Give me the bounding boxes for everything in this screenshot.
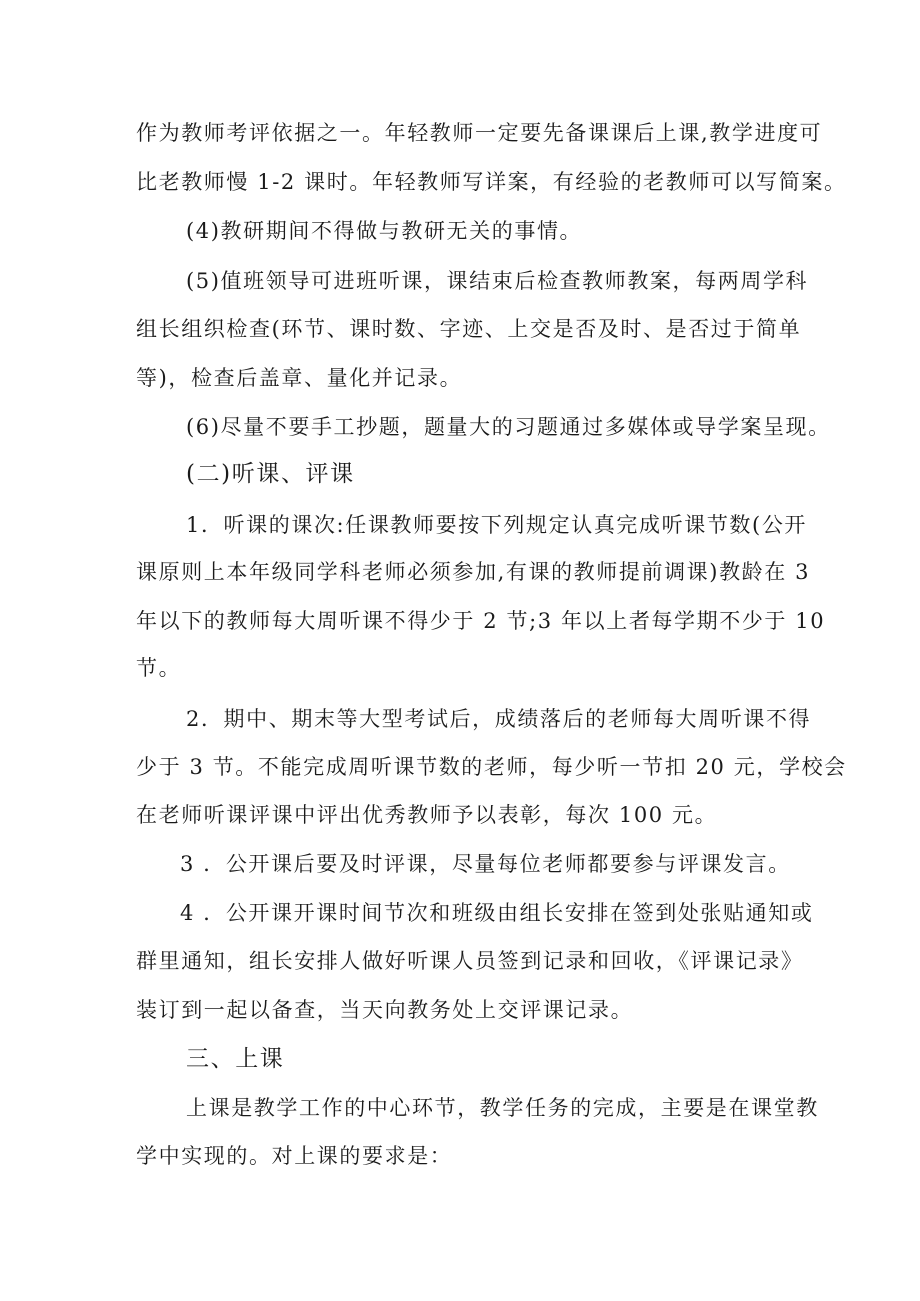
- numbered-item-1: 1．听课的课次:任课教师要按下列规定认真完成听课节数(公开: [186, 513, 808, 537]
- list-item-5: (5)值班领导可进班听课，课结束后检查教师教案，每两周学科: [186, 269, 809, 293]
- body-text-line: 课原则上本年级同学科老师必须参加,有课的教师提前调课)教龄在 3: [136, 560, 811, 584]
- body-text-line: 等)，检查后盖章、量化并记录。: [136, 366, 463, 390]
- body-text-line: 上课是教学工作的中心环节，教学任务的完成，主要是在课堂教: [186, 1096, 819, 1120]
- list-item-6: (6)尽量不要手工抄题，题量大的习题通过多媒体或导学案呈现。: [186, 415, 831, 439]
- numbered-item-3: 3 ．公开课后要及时评课，尽量每位老师都要参与评课发言。: [180, 852, 791, 876]
- body-text-line: 组长组织检查(环节、课时数、字迹、上交是否及时、是否过于简单: [136, 317, 802, 341]
- body-text-line: 节。: [136, 656, 182, 680]
- body-text-line: 在老师听课评课中评出优秀教师予以表彰，每次 100 元。: [136, 803, 718, 827]
- body-text-line: 少于 3 节。不能完成周听课节数的老师，每少听一节扣 20 元，学校会: [136, 755, 847, 779]
- body-text-line: 作为教师考评依据之一。年轻教师一定要先备课课后上课,教学进度可: [136, 121, 823, 145]
- section-heading-class: 三、上课: [186, 1046, 285, 1072]
- section-heading-listen-evaluate: (二)听课、评课: [186, 461, 355, 487]
- numbered-item-2: 2．期中、期末等大型考试后，成绩落后的老师每大周听课不得: [186, 707, 812, 731]
- body-text-line: 装订到一起以备查，当天向教务处上交评课记录。: [136, 998, 634, 1022]
- numbered-item-4: 4 ．公开课开课时间节次和班级由组长安排在签到处张贴通知或: [180, 901, 814, 925]
- body-text-line: 比老教师慢 1-2 课时。年轻教师写详案，有经验的老教师可以写简案。: [136, 170, 847, 194]
- body-text-line: 年以下的教师每大周听课不得少于 2 节;3 年以上者每学期不少于 10: [136, 609, 826, 633]
- body-text-line: 群里通知，组长安排人做好听课人员签到记录和回收，《评课记录》: [136, 949, 804, 973]
- list-item-4: (4)教研期间不得做与教研无关的事情。: [186, 219, 583, 243]
- body-text-line: 学中实现的。对上课的要求是：: [136, 1144, 453, 1168]
